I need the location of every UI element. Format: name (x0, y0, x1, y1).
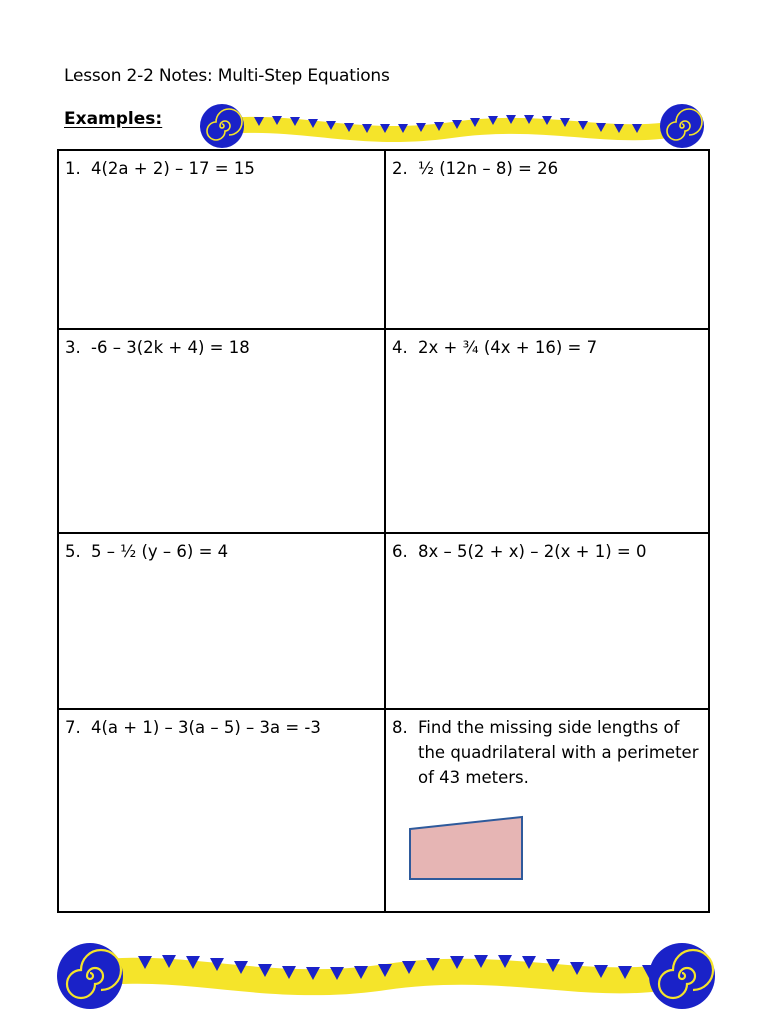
problem-cell (59, 330, 386, 534)
problem-text: ½ (12n – 8) = 26 (418, 159, 559, 178)
decorative-border-top (192, 104, 712, 148)
decorative-border-bottom (52, 938, 720, 1010)
problem-cell (386, 330, 708, 534)
spiral-icon (660, 104, 704, 148)
lesson-title: Lesson 2-2 Notes: Multi-Step Equations (64, 66, 390, 86)
problem-text: 2x + ¾ (4x + 16) = 7 (418, 338, 598, 357)
problem-number: 2. (392, 159, 408, 178)
problem-number: 7. (65, 718, 81, 737)
problem-text: 5 – ½ (y – 6) = 4 (91, 542, 229, 561)
problem-cell (386, 710, 708, 911)
problem-cell (386, 534, 708, 710)
problem-text: 4(2a + 2) – 17 = 15 (91, 159, 255, 178)
problem-grid (57, 149, 710, 913)
problem-number: 3. (65, 338, 81, 357)
problem-cell (59, 710, 386, 911)
problem-text: 8x – 5(2 + x) – 2(x + 1) = 0 (418, 542, 647, 561)
problem-number: 6. (392, 542, 408, 561)
spiral-icon (57, 943, 123, 1009)
spiral-icon (649, 943, 715, 1009)
problem-cell (59, 151, 386, 330)
problem-number: 5. (65, 542, 81, 561)
problem-number: 8. (392, 718, 408, 737)
problem-number: 1. (65, 159, 81, 178)
problem-text: Find the missing side lengths of the quadrilateral with a perimeter of 43 meters. (418, 718, 699, 787)
quadrilateral-figure (408, 815, 528, 885)
problem-cell (386, 151, 708, 330)
spiral-icon (200, 104, 244, 148)
examples-label: Examples: (64, 109, 163, 129)
problem-cell (59, 534, 386, 710)
problem-text: 4(a + 1) – 3(a – 5) – 3a = -3 (91, 718, 321, 737)
problem-text: -6 – 3(2k + 4) = 18 (91, 338, 250, 357)
problem-number: 4. (392, 338, 408, 357)
